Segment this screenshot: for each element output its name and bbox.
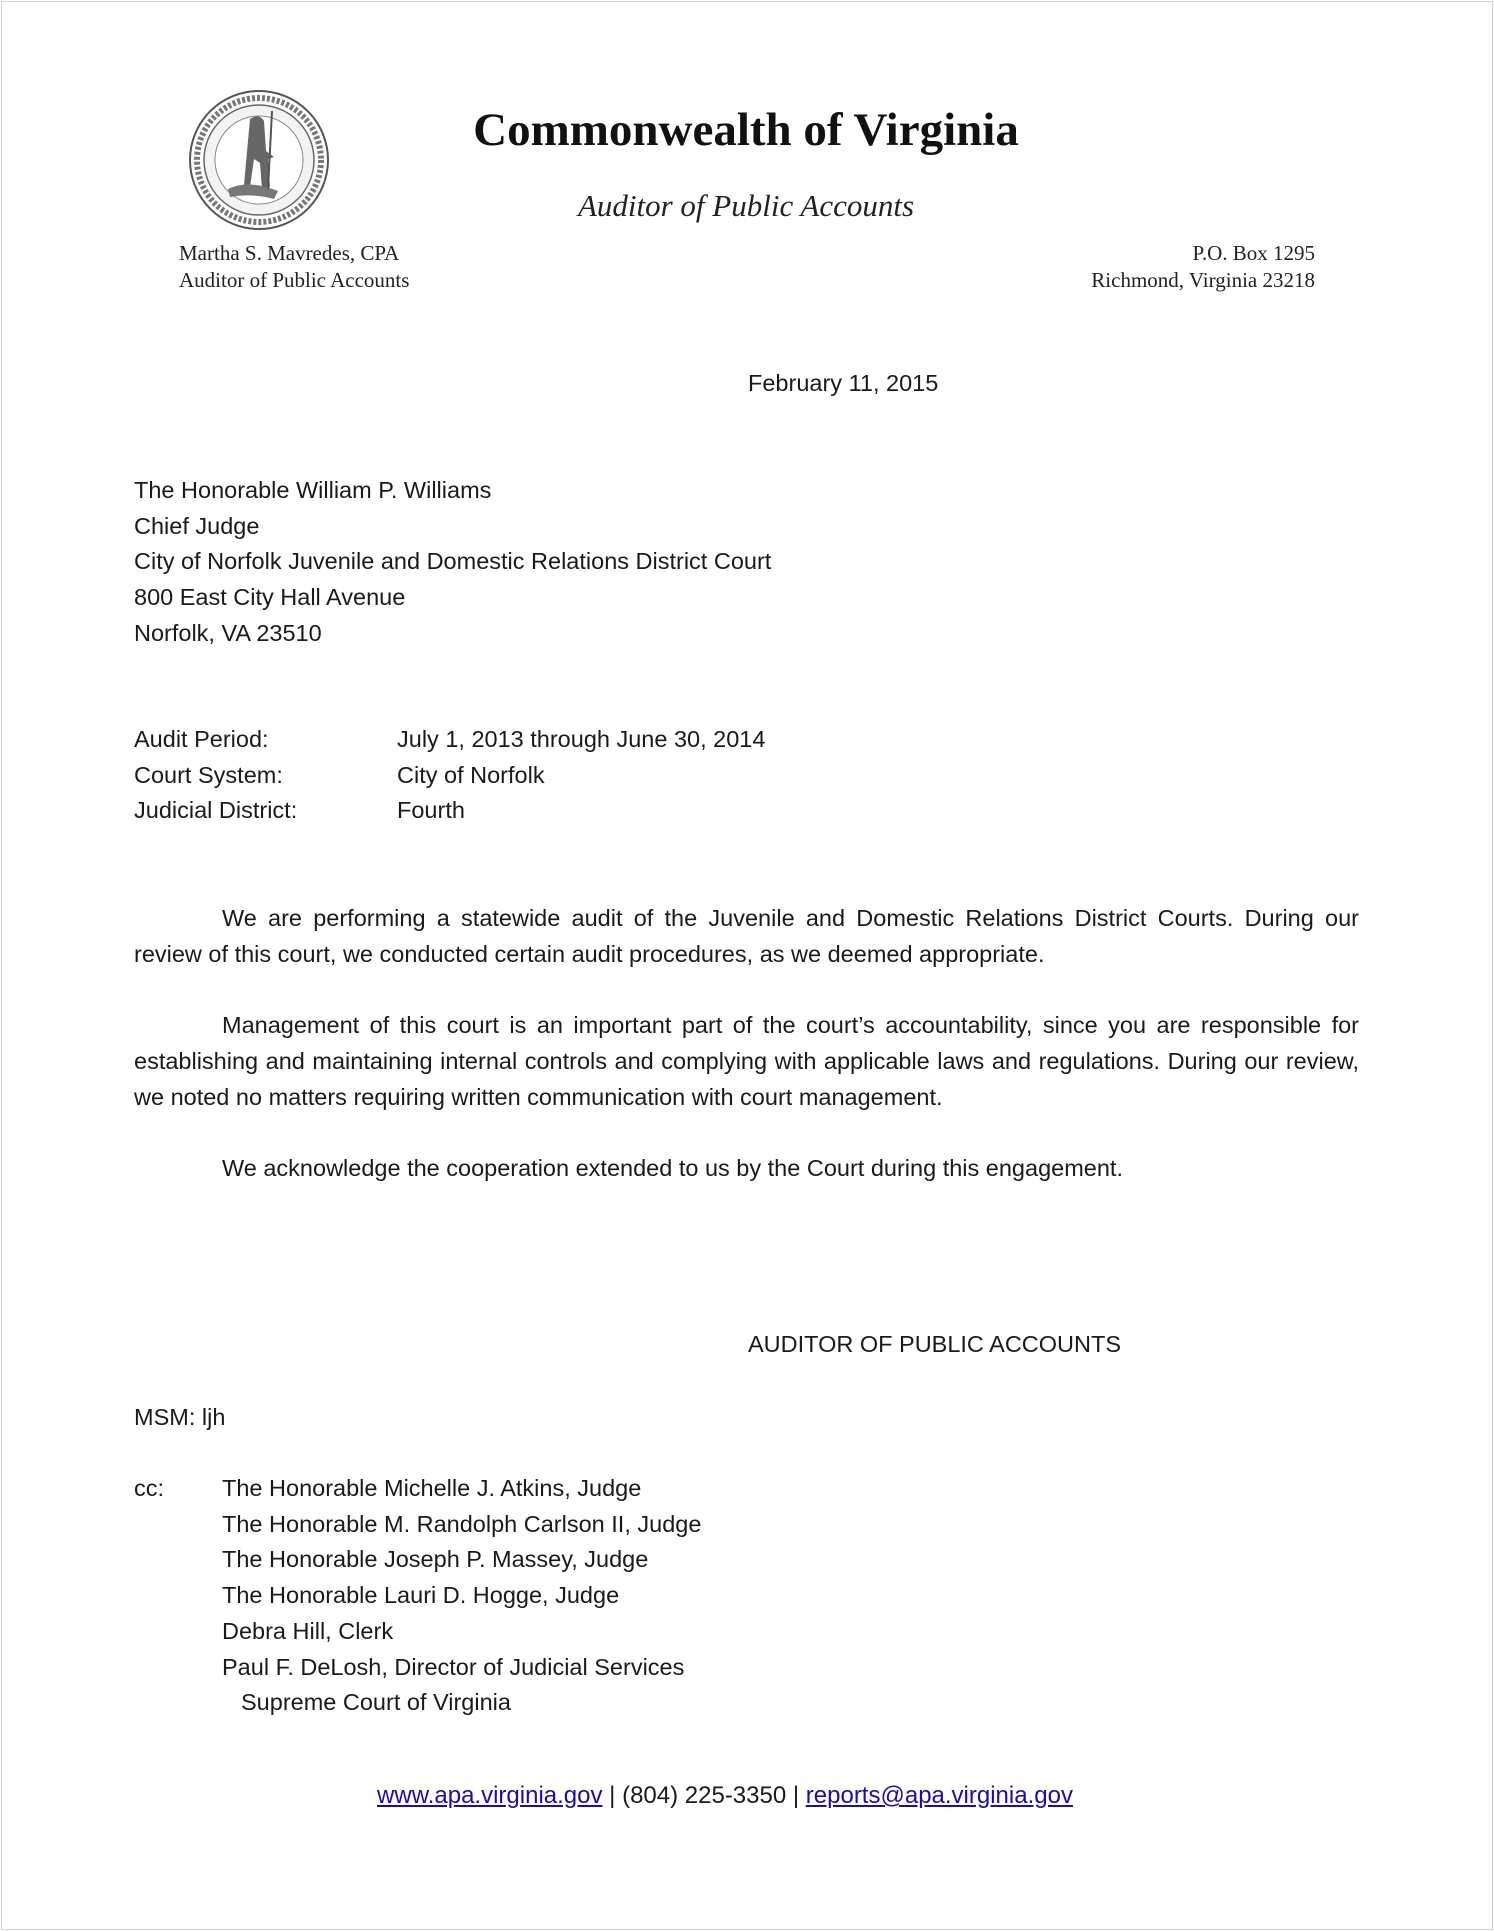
addressee-line: 800 East City Hall Avenue (134, 584, 406, 611)
virginia-seal-logo (188, 89, 330, 231)
initials: MSM: ljh (134, 1404, 226, 1430)
letterhead-subtitle: Auditor of Public Accounts (577, 188, 915, 223)
addressee-line: The Honorable William P. Williams (134, 477, 492, 503)
letterhead-title: Commonwealth of Virginia (473, 104, 1019, 156)
cc-recipient: Paul F. DeLosh, Director of Judicial Services (222, 1653, 685, 1680)
cc-row (134, 1650, 701, 1686)
cc-recipient: Supreme Court of Virginia (241, 1689, 511, 1716)
addressee-line: Norfolk, VA 23510 (134, 619, 322, 646)
detail-label: Judicial District: (134, 797, 298, 824)
letter-date: February 11, 2015 (748, 370, 939, 396)
auditor-title: Auditor of Public Accounts (179, 268, 410, 292)
detail-row-judicial-district (134, 793, 765, 829)
cc-row (134, 1578, 701, 1614)
cc-recipient: Debra Hill, Clerk (222, 1617, 394, 1644)
cc-recipient: The Honorable Michelle J. Atkins, Judge (222, 1475, 642, 1501)
detail-row-court-system (134, 758, 765, 794)
audit-details (134, 722, 765, 829)
city-state-zip: Richmond, Virginia 23218 (1091, 268, 1315, 292)
detail-value: July 1, 2013 through June 30, 2014 (397, 726, 766, 752)
footer (0, 1778, 1450, 1814)
cc-row (134, 1507, 701, 1543)
letter-body (134, 901, 1359, 1222)
cc-recipient: The Honorable Lauri D. Hogge, Judge (222, 1582, 620, 1609)
cc-recipient: The Honorable M. Randolph Carlson II, Judge (222, 1510, 702, 1537)
cc-row (134, 1685, 701, 1721)
cc-block (134, 1471, 701, 1721)
auditor-name-block (179, 240, 409, 294)
footer-separator: | (609, 1782, 616, 1809)
detail-value: City of Norfolk (397, 761, 545, 788)
addressee-line: Chief Judge (134, 512, 260, 539)
email-link[interactable]: reports@apa.virginia.gov (805, 1782, 1073, 1809)
auditor-name: Martha S. Mavredes, CPA (179, 241, 400, 265)
cc-row (134, 1471, 701, 1507)
po-box: P.O. Box 1295 (1192, 241, 1315, 265)
body-paragraph: Management of this court is an important part of the court’s accountability, since you are responsible for establishing and maintaining internal controls and complying with applicable laws and regulations. During our review, we noted no matters requiring written communication with court management. (134, 1012, 1359, 1110)
website-link[interactable]: www.apa.virginia.gov (377, 1782, 603, 1809)
signature-block: AUDITOR OF PUBLIC ACCOUNTS (748, 1331, 1122, 1357)
cc-recipient: The Honorable Joseph P. Massey, Judge (222, 1546, 649, 1573)
cc-row (134, 1614, 701, 1650)
phone-number: (804) 225-3350 (622, 1782, 787, 1809)
addressee-line: City of Norfolk Juvenile and Domestic Relations District Court (134, 548, 772, 575)
body-paragraph: We are performing a statewide audit of the Juvenile and Domestic Relations District Courts. During our review of this court, we conducted certain audit procedures, as we deemed appropriate. (134, 905, 1359, 967)
cc-row (134, 1542, 701, 1578)
addressee-block (134, 473, 771, 652)
detail-value: Fourth (397, 797, 465, 824)
cc-label: cc: (134, 1475, 165, 1501)
body-paragraph: We acknowledge the cooperation extended to us by the Court during this engagement. (222, 1154, 1123, 1181)
footer-separator: | (792, 1782, 800, 1809)
detail-row-audit-period (134, 722, 765, 758)
mailing-address-block (1091, 240, 1315, 294)
detail-label: Audit Period: (134, 726, 269, 752)
detail-label: Court System: (134, 761, 283, 788)
